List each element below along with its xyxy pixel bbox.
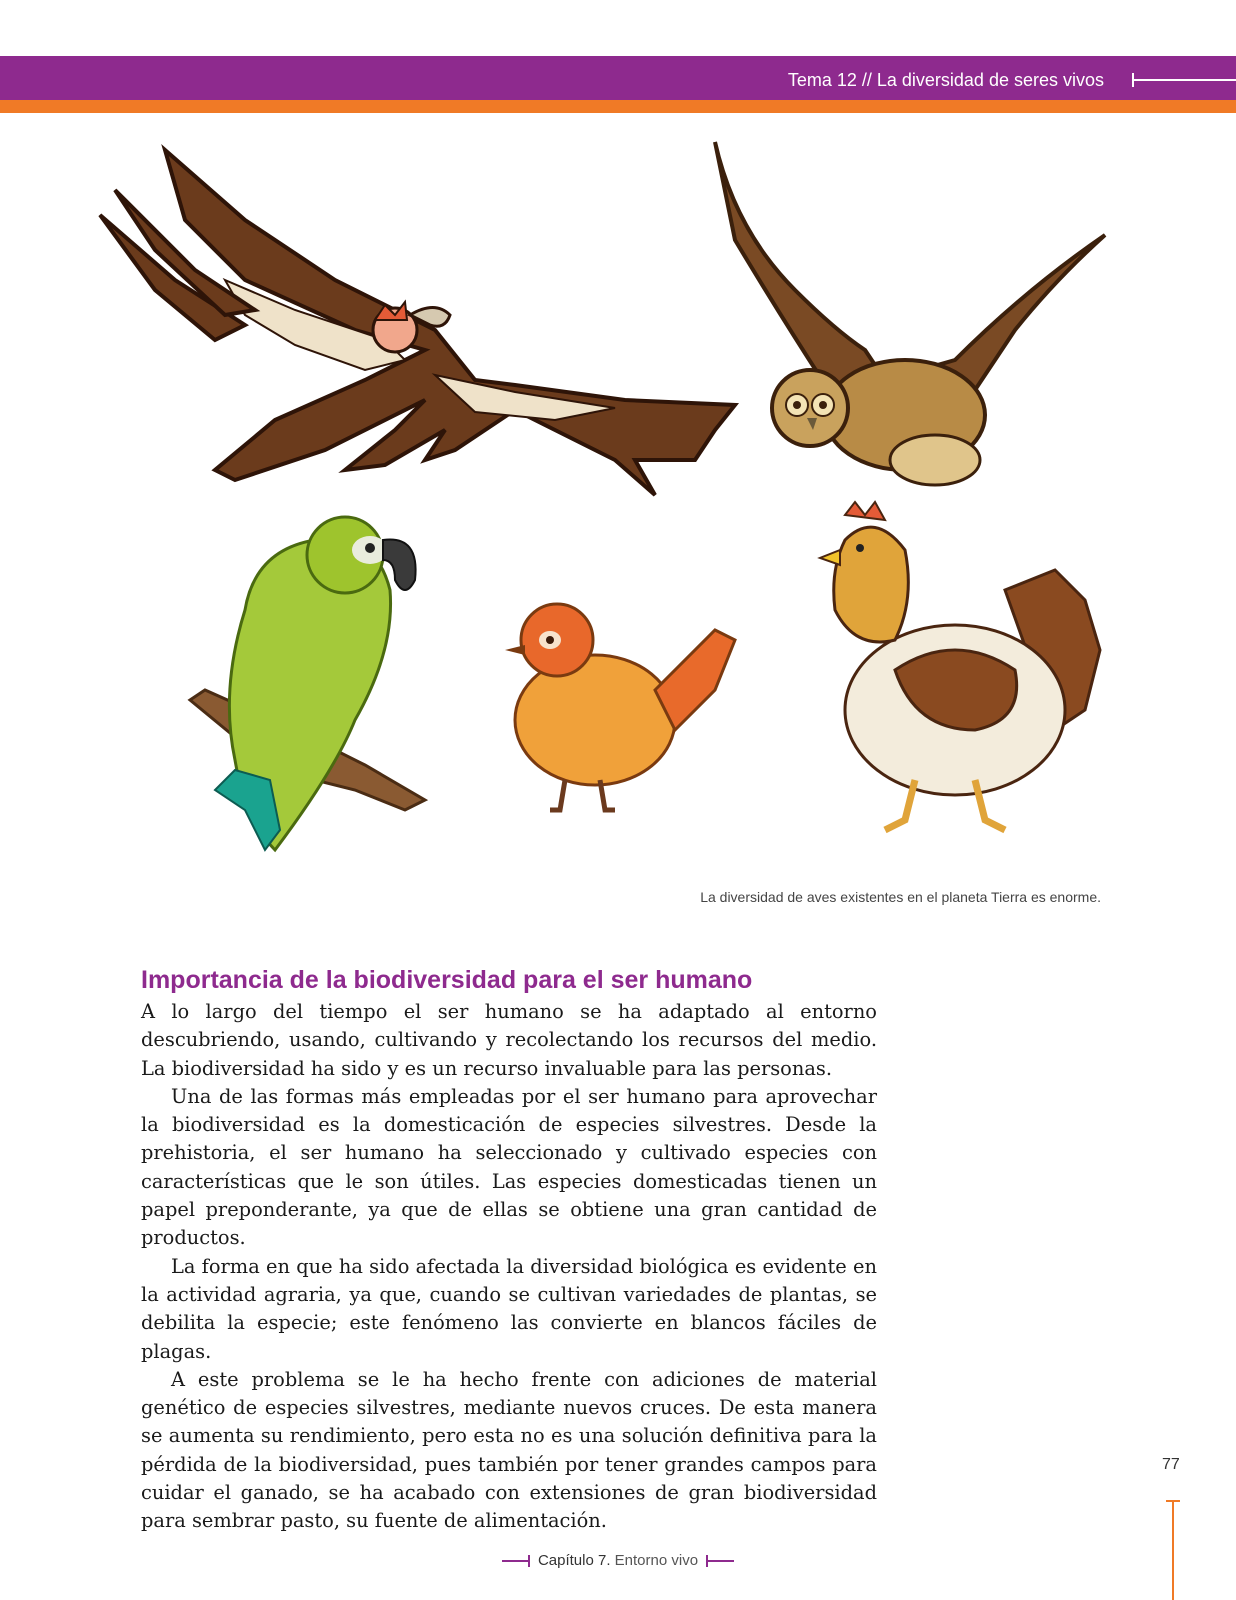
paragraph: Una de las formas más empleadas por el ser humano para aprovechar la biodiversidad es la domesticación de especies silvestres. Desde la prehistoria, el ser humano ha seleccionado y cultivado especies con características que le son útiles. Las especies domesticadas tienen un papel preponderante, ya que de ellas se obtiene una gran cantidad de productos. (141, 1084, 877, 1250)
paragraph: A este problema se le ha hecho frente con adiciones de material genético de especies silvestres, mediante nuevos cruces. De esta manera se aumenta su rendimiento, pero esta no es una solución definitiva para la pérdida de la biodiversidad, pues también por tener grandes campos para cuidar el ganado, se ha acabado con extensiones de gran biodiversidad para sembrar pasto, su fuente de alimentación. (141, 1367, 877, 1533)
birds-illustration (95, 130, 1145, 880)
paragraph: La forma en que ha sido afectada la diversidad biológica es evidente en la actividad agraria, ya que, cuando se cultivan variedades de plantas, se debilita la especie; este fenómeno las convierte en blancos fáciles de plagas. (141, 1254, 877, 1363)
header-orange-stripe (0, 100, 1236, 113)
side-rule (1172, 1500, 1174, 1600)
figure-caption: La diversidad de aves existentes en el planeta Tierra es enorme. (700, 889, 1101, 905)
section-title: Importancia de la biodiversidad para el ser humano (141, 966, 753, 994)
sparrow-image (505, 604, 735, 810)
footer-chapter: Capítulo 7. (537, 1552, 611, 1569)
footer-topic: Entorno vivo (614, 1552, 699, 1569)
condor-image (100, 150, 735, 495)
macaw-image (190, 517, 425, 850)
page-number: 77 (1162, 1456, 1180, 1473)
paragraph: A lo largo del tiempo el ser humano se ha adaptado al entorno descubriendo, usando, cultivando y recolectando los recursos del medio. La biodiversidad ha sido y es un recurso invaluable para las personas. (141, 1000, 877, 1080)
footer-rule-left (502, 1560, 530, 1562)
header-rule (1132, 79, 1236, 81)
owl-image (715, 142, 1105, 485)
body-text (141, 998, 877, 1536)
header-title: Tema 12 // La diversidad de seres vivos (787, 70, 1104, 90)
footer (0, 1552, 1236, 1569)
hen-image (820, 502, 1100, 830)
footer-rule-right (706, 1560, 734, 1562)
